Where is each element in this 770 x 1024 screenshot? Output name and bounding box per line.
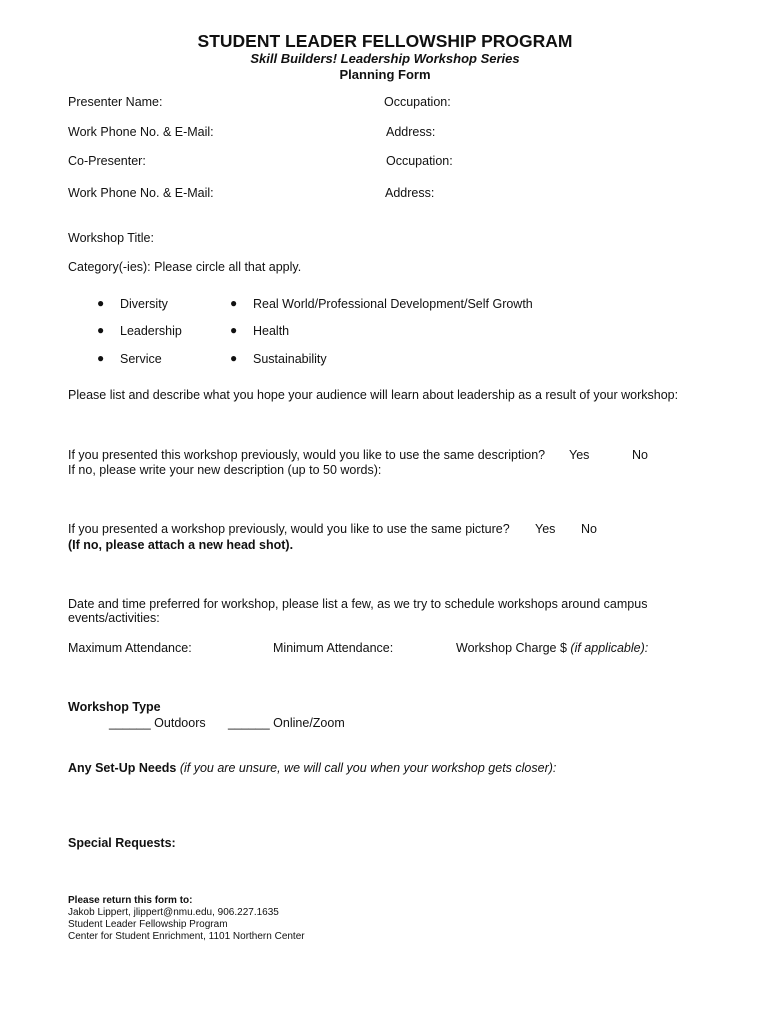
bullet-icon: ● xyxy=(97,351,105,365)
date-time-line1: Date and time preferred for workshop, please list a few, as we try to schedule workshops around campus xyxy=(68,597,648,611)
description-followup: If no, please write your new description (up to 50 words): xyxy=(68,463,382,477)
bullet-icon: ● xyxy=(230,351,238,365)
picture-no: No xyxy=(581,522,597,536)
description-yes: Yes xyxy=(569,448,590,462)
co-presenter-occupation-label: Occupation: xyxy=(386,154,453,168)
co-presenter-address-label: Address: xyxy=(385,186,435,200)
co-presenter-phone-email-label: Work Phone No. & E-Mail: xyxy=(68,186,214,200)
min-attendance-label: Minimum Attendance: xyxy=(273,641,394,655)
description-question: If you presented this workshop previously, would you like to use the same description? xyxy=(68,448,546,462)
workshop-type-online: ______ Online/Zoom xyxy=(228,716,345,730)
bullet-icon: ● xyxy=(230,296,238,310)
category-diversity: Diversity xyxy=(120,297,168,311)
presenter-name-label: Presenter Name: xyxy=(68,95,163,109)
setup-needs xyxy=(68,761,556,776)
form-name: Planning Form xyxy=(339,67,431,82)
category-sustainability: Sustainability xyxy=(253,352,327,366)
max-attendance-label: Maximum Attendance: xyxy=(68,641,192,655)
setup-needs-note: (if you are unsure, we will call you when your workshop gets closer): xyxy=(176,761,557,775)
category-service: Service xyxy=(120,352,162,366)
workshop-charge-note: (if applicable): xyxy=(570,641,649,655)
presenter-phone-email-label: Work Phone No. & E-Mail: xyxy=(68,125,214,139)
form-subtitle: Skill Builders! Leadership Workshop Series xyxy=(250,51,520,66)
workshop-charge xyxy=(456,641,648,656)
form-title: STUDENT LEADER FELLOWSHIP PROGRAM xyxy=(197,31,573,51)
category-leadership: Leadership xyxy=(120,324,182,338)
setup-needs-label: Any Set-Up Needs xyxy=(68,761,177,775)
workshop-charge-label: Workshop Charge $ xyxy=(456,641,571,655)
co-presenter-name-label: Co-Presenter: xyxy=(68,154,146,168)
category-health: Health xyxy=(253,324,290,338)
workshop-type-outdoors: ______ Outdoors xyxy=(109,716,206,730)
bullet-icon: ● xyxy=(230,323,238,337)
description-no: No xyxy=(632,448,648,462)
workshop-type-label: Workshop Type xyxy=(68,700,161,714)
return-address: Center for Student Enrichment, 1101 Northern Center xyxy=(68,931,305,942)
bullet-icon: ● xyxy=(97,323,105,337)
return-program: Student Leader Fellowship Program xyxy=(68,919,228,930)
learning-prompt: Please list and describe what you hope your audience will learn about leadership as a result of your workshop: xyxy=(68,388,679,402)
special-requests-label: Special Requests: xyxy=(68,836,176,850)
presenter-occupation-label: Occupation: xyxy=(384,95,451,109)
return-contact: Jakob Lippert, jlippert@nmu.edu, 906.227.1635 xyxy=(68,907,279,918)
picture-followup: (If no, please attach a new head shot). xyxy=(68,538,294,552)
date-time-line2: events/activities: xyxy=(68,611,160,625)
category-real-world: Real World/Professional Development/Self Growth xyxy=(253,297,533,311)
picture-yes: Yes xyxy=(535,522,556,536)
workshop-title-label: Workshop Title: xyxy=(68,231,154,245)
presenter-address-label: Address: xyxy=(386,125,436,139)
bullet-icon: ● xyxy=(97,296,105,310)
category-prompt: Category(-ies): Please circle all that apply. xyxy=(68,260,302,274)
picture-question: If you presented a workshop previously, would you like to use the same picture? xyxy=(68,522,510,536)
return-label: Please return this form to: xyxy=(68,895,193,906)
